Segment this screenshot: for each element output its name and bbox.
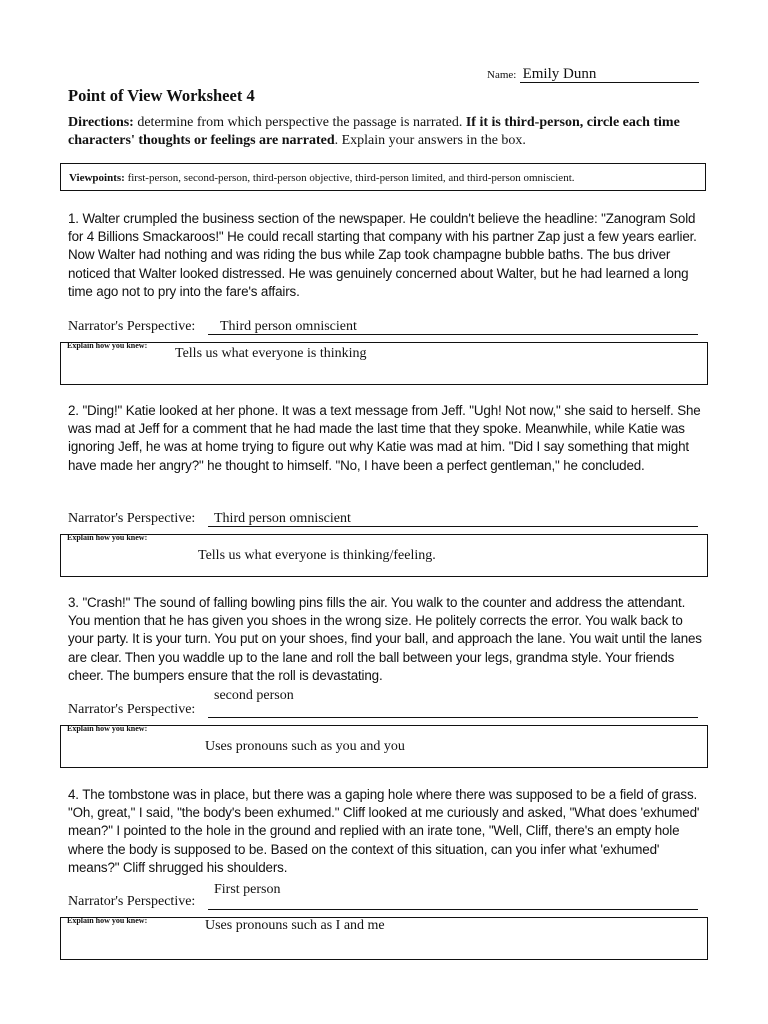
directions-bold-text: If it is third-person, circle each time characters' thoughts or feelings are narrated — [68, 115, 680, 148]
viewpoints-label: Viewpoints: — [69, 172, 125, 184]
explain-label: Explain how you knew: — [67, 533, 148, 542]
explain-label: Explain how you knew: — [67, 341, 148, 350]
explain-answer[interactable]: Tells us what everyone is thinking/feeling. — [198, 548, 436, 563]
question-3-perspective — [68, 688, 698, 718]
worksheet-title: Point of View Worksheet 4 — [68, 86, 255, 105]
viewpoints-box — [60, 163, 706, 191]
question-2-passage — [68, 402, 708, 475]
perspective-label: Narrator's Perspective: — [68, 894, 196, 909]
perspective-line — [208, 717, 698, 718]
perspective-answer[interactable]: First person — [214, 882, 281, 897]
question-2-explain-box[interactable] — [60, 534, 708, 577]
directions-text-2: . Explain your answers in the box. — [334, 133, 526, 148]
perspective-label: Narrator's Perspective: — [68, 319, 196, 334]
name-label: Name: — [487, 69, 517, 81]
explain-answer[interactable]: Tells us what everyone is thinking — [175, 346, 367, 361]
viewpoints-text: first-person, second-person, third-person objective, third-person limited, and third-person omniscient. — [124, 172, 575, 184]
question-3-passage — [68, 594, 708, 685]
passage-text: 2. "Ding!" Katie looked at her phone. It was a text message from Jeff. "Ugh! Not now," she said to herself. She was mad at Jeff for a comment that he had made the last time that they spoke. Meanwhile, while Katie was ignoring Jeff, he was at home trying to figure out why Katie was mad at him. "Did I say something that might have made her angry?" he thought to himself. "No, I have been a perfect gentleman," he concluded. — [68, 403, 701, 473]
name-field — [487, 66, 699, 83]
question-1-passage — [68, 210, 708, 301]
perspective-answer[interactable]: Third person omniscient — [214, 511, 351, 526]
perspective-label: Narrator's Perspective: — [68, 511, 196, 526]
passage-text: 3. "Crash!" The sound of falling bowling pins fills the air. You walk to the counter and address the attendant. You mention that he has given you shoes in the wrong size. He politely corrects the error. You walk back to your party. It is your turn. You put on your shoes, find your ball, and approach the lane. You wait until the lanes are clear. Then you waddle up to the lane and roll the ball between your legs, grandma style. Your friends cheer. The bumpers ensure that the roll is devastating. — [68, 595, 702, 683]
perspective-line — [208, 909, 698, 910]
perspective-answer[interactable]: Third person omniscient — [220, 319, 357, 334]
explain-answer[interactable]: Uses pronouns such as I and me — [205, 918, 385, 933]
passage-text: 4. The tombstone was in place, but there was a gaping hole where there was supposed to be a field of grass. "Oh, great," I said, "the body's been exhumed." Cliff looked at me curiously and asked, "What does 'exhumed' mean?" I pointed to the hole in the ground and replied with an irate tone, "Well, Cliff, there's an empty hole where the body is supposed to be. Based on the context of this situation, can you infer what 'exhumed' means?" Cliff shrugged his shoulders. — [68, 787, 700, 875]
question-4-passage — [68, 786, 708, 877]
question-1-perspective — [68, 317, 698, 335]
passage-text: 1. Walter crumpled the business section of the newspaper. He couldn't believe the headline: "Zanogram Sold for 4 Billions Smackaroos!" He could recall starting that company with his partner Zap just a few years earlier. Now Walter had nothing and was riding the bus while Zap took champagne bubble baths. The bus driver noticed that Walter looked distressed. He was genuinely concerned about Walter, but he had learned a long time ago not to pry into the fare's affairs. — [68, 211, 697, 299]
explain-answer[interactable]: Uses pronouns such as you and you — [205, 739, 405, 754]
directions — [68, 114, 708, 150]
name-value[interactable]: Emily Dunn — [520, 66, 699, 83]
question-4-explain-box[interactable] — [60, 917, 708, 960]
perspective-label: Narrator's Perspective: — [68, 702, 196, 717]
question-1-explain-box[interactable] — [60, 342, 708, 385]
explain-label: Explain how you knew: — [67, 916, 148, 925]
question-3-explain-box[interactable] — [60, 725, 708, 768]
directions-text-1: determine from which perspective the passage is narrated. — [133, 115, 466, 130]
explain-label: Explain how you knew: — [67, 724, 148, 733]
question-2-perspective — [68, 509, 698, 527]
perspective-answer[interactable]: second person — [214, 688, 294, 703]
question-4-perspective — [68, 882, 698, 910]
directions-label: Directions: — [68, 115, 134, 130]
